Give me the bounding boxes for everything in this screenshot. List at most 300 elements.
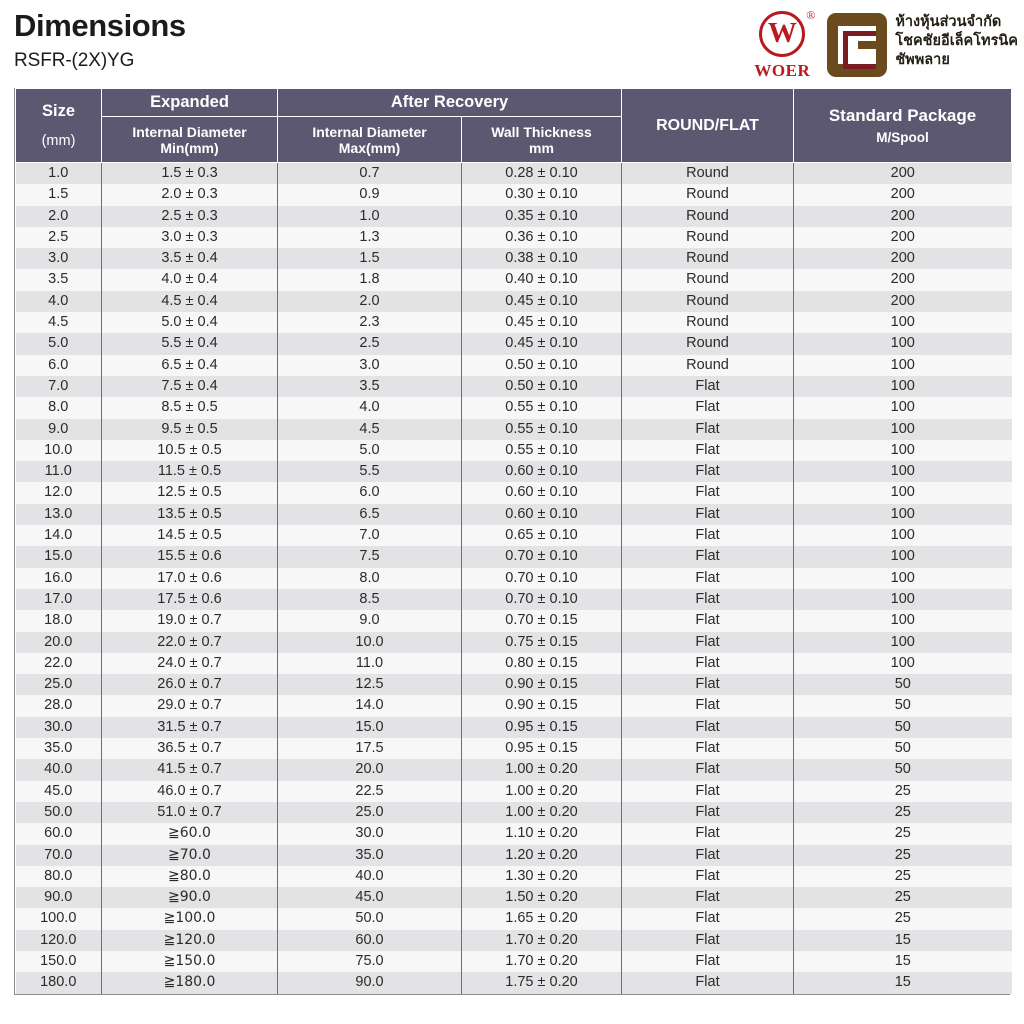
table-cell: Flat: [622, 866, 794, 887]
col-group-header-after-recovery: After Recovery: [278, 89, 622, 117]
table-cell: Flat: [622, 781, 794, 802]
table-cell: Round: [622, 269, 794, 290]
page-title: Dimensions: [14, 8, 186, 43]
dimensions-table-wrapper: [14, 88, 1010, 995]
table-cell: 22.5: [278, 781, 462, 802]
table-cell: 50: [794, 717, 1012, 738]
table-cell: 0.90 ± 0.15: [462, 674, 622, 695]
table-cell: 25: [794, 887, 1012, 908]
table-row: [16, 546, 1012, 567]
table-row: [16, 163, 1012, 185]
table-cell: 60.0: [278, 930, 462, 951]
table-row: [16, 972, 1012, 993]
table-cell: 1.5: [16, 184, 102, 205]
table-cell: 0.9: [278, 184, 462, 205]
table-cell: 100: [794, 312, 1012, 333]
table-cell: 30.0: [16, 717, 102, 738]
table-cell: 0.40 ± 0.10: [462, 269, 622, 290]
table-cell: 25: [794, 781, 1012, 802]
table-cell: 200: [794, 269, 1012, 290]
table-cell: 100: [794, 419, 1012, 440]
table-cell: 2.0: [278, 291, 462, 312]
table-cell: 0.55 ± 0.10: [462, 397, 622, 418]
table-cell: 4.0 ± 0.4: [102, 269, 278, 290]
table-cell: Flat: [622, 738, 794, 759]
table-cell: 6.5: [278, 504, 462, 525]
table-cell: 1.5 ± 0.3: [102, 163, 278, 185]
table-cell: 2.5: [16, 227, 102, 248]
table-cell: 20.0: [278, 759, 462, 780]
table-cell: 7.5: [278, 546, 462, 567]
table-cell: 2.3: [278, 312, 462, 333]
table-cell: 3.0 ± 0.3: [102, 227, 278, 248]
table-cell: Flat: [622, 930, 794, 951]
table-cell: 90.0: [16, 887, 102, 908]
registered-trademark-icon: ®: [806, 7, 816, 22]
table-cell: Flat: [622, 440, 794, 461]
table-cell: 50: [794, 738, 1012, 759]
table-cell: ≧180.0: [102, 972, 278, 993]
table-row: [16, 291, 1012, 312]
table-cell: 12.5: [278, 674, 462, 695]
table-cell: 0.36 ± 0.10: [462, 227, 622, 248]
table-row: [16, 482, 1012, 503]
table-cell: 0.65 ± 0.10: [462, 525, 622, 546]
table-cell: 200: [794, 248, 1012, 269]
table-cell: Flat: [622, 653, 794, 674]
table-row: [16, 759, 1012, 780]
table-cell: 35.0: [278, 845, 462, 866]
table-cell: 35.0: [16, 738, 102, 759]
table-cell: Flat: [622, 632, 794, 653]
table-cell: 200: [794, 184, 1012, 205]
table-cell: 17.5 ± 0.6: [102, 589, 278, 610]
table-cell: Flat: [622, 546, 794, 567]
table-cell: 14.0: [16, 525, 102, 546]
table-cell: 1.00 ± 0.20: [462, 781, 622, 802]
table-cell: 0.35 ± 0.10: [462, 206, 622, 227]
table-cell: 36.5 ± 0.7: [102, 738, 278, 759]
col-header-standard-package: Standard Package M/Spool: [794, 89, 1012, 163]
table-cell: 100: [794, 504, 1012, 525]
table-row: [16, 525, 1012, 546]
table-cell: 25: [794, 845, 1012, 866]
table-cell: 0.55 ± 0.10: [462, 419, 622, 440]
table-cell: 1.00 ± 0.20: [462, 802, 622, 823]
table-cell: Flat: [622, 461, 794, 482]
table-cell: 7.0: [278, 525, 462, 546]
company-name-thai-line1: ห้างหุ้นส่วนจำกัด: [895, 14, 1002, 30]
table-cell: Flat: [622, 972, 794, 993]
product-code: RSFR-(2X)YG: [14, 50, 135, 71]
table-row: [16, 738, 1012, 759]
table-cell: 9.0: [16, 419, 102, 440]
table-cell: 100: [794, 376, 1012, 397]
table-cell: 3.5: [16, 269, 102, 290]
table-row: [16, 845, 1012, 866]
table-cell: 100: [794, 355, 1012, 376]
table-cell: Flat: [622, 568, 794, 589]
table-row: [16, 355, 1012, 376]
table-cell: 100: [794, 461, 1012, 482]
table-cell: 0.30 ± 0.10: [462, 184, 622, 205]
col-header-size: Size (mm): [16, 89, 102, 163]
company-name-thai: [895, 13, 1018, 70]
table-cell: 5.0: [278, 440, 462, 461]
chokchai-c-logo-icon: [827, 13, 887, 77]
table-row: [16, 227, 1012, 248]
table-cell: 17.0 ± 0.6: [102, 568, 278, 589]
table-cell: 1.0: [278, 206, 462, 227]
table-cell: 0.95 ± 0.15: [462, 717, 622, 738]
table-cell: 2.0: [16, 206, 102, 227]
table-cell: 1.70 ± 0.20: [462, 930, 622, 951]
table-cell: 0.38 ± 0.10: [462, 248, 622, 269]
table-row: [16, 610, 1012, 631]
table-cell: 100: [794, 568, 1012, 589]
table-cell: Flat: [622, 759, 794, 780]
table-cell: 80.0: [16, 866, 102, 887]
table-cell: 200: [794, 291, 1012, 312]
table-cell: 6.0: [16, 355, 102, 376]
table-row: [16, 269, 1012, 290]
table-body: [16, 163, 1012, 994]
table-cell: 31.5 ± 0.7: [102, 717, 278, 738]
table-cell: 100: [794, 397, 1012, 418]
table-cell: 10.0: [16, 440, 102, 461]
table-cell: 13.0: [16, 504, 102, 525]
table-cell: Round: [622, 206, 794, 227]
table-cell: ≧60.0: [102, 823, 278, 844]
table-cell: 0.70 ± 0.15: [462, 610, 622, 631]
table-cell: Round: [622, 248, 794, 269]
table-cell: Flat: [622, 674, 794, 695]
table-cell: Round: [622, 312, 794, 333]
table-cell: 100: [794, 525, 1012, 546]
table-cell: ≧120.0: [102, 930, 278, 951]
woer-circle-mark: [754, 7, 816, 58]
table-cell: 10.5 ± 0.5: [102, 440, 278, 461]
table-cell: 1.5: [278, 248, 462, 269]
table-row: [16, 568, 1012, 589]
table-row: [16, 717, 1012, 738]
table-cell: 100: [794, 632, 1012, 653]
table-cell: 200: [794, 163, 1012, 185]
table-cell: Round: [622, 163, 794, 185]
table-cell: 3.0: [278, 355, 462, 376]
c-logo-inner-shape: [838, 26, 876, 64]
table-cell: Round: [622, 291, 794, 312]
table-cell: 13.5 ± 0.5: [102, 504, 278, 525]
table-cell: 14.5 ± 0.5: [102, 525, 278, 546]
table-cell: Flat: [622, 525, 794, 546]
table-cell: Flat: [622, 695, 794, 716]
table-cell: Flat: [622, 482, 794, 503]
table-cell: Flat: [622, 397, 794, 418]
woer-brand-name: WOER: [754, 60, 811, 80]
table-row: [16, 504, 1012, 525]
table-cell: 10.0: [278, 632, 462, 653]
table-cell: 20.0: [16, 632, 102, 653]
table-cell: 100: [794, 589, 1012, 610]
table-cell: 8.5: [278, 589, 462, 610]
col-group-header-expanded: Expanded: [102, 89, 278, 117]
table-cell: Flat: [622, 802, 794, 823]
table-cell: 25: [794, 823, 1012, 844]
table-cell: 15.0: [278, 717, 462, 738]
table-cell: 5.5 ± 0.4: [102, 333, 278, 354]
table-cell: Flat: [622, 610, 794, 631]
table-cell: Flat: [622, 589, 794, 610]
table-cell: 50: [794, 695, 1012, 716]
table-cell: 8.5 ± 0.5: [102, 397, 278, 418]
table-cell: 0.28 ± 0.10: [462, 163, 622, 185]
table-cell: ≧70.0: [102, 845, 278, 866]
table-cell: 200: [794, 227, 1012, 248]
table-cell: 1.20 ± 0.20: [462, 845, 622, 866]
table-cell: 22.0 ± 0.7: [102, 632, 278, 653]
table-cell: ≧150.0: [102, 951, 278, 972]
table-cell: 25: [794, 866, 1012, 887]
table-cell: 0.75 ± 0.15: [462, 632, 622, 653]
table-cell: 1.75 ± 0.20: [462, 972, 622, 993]
dimensions-table: [15, 88, 1012, 994]
table-cell: 40.0: [278, 866, 462, 887]
table-cell: 26.0 ± 0.7: [102, 674, 278, 695]
table-cell: 4.5: [278, 419, 462, 440]
table-cell: 15: [794, 951, 1012, 972]
table-cell: 11.0: [278, 653, 462, 674]
table-cell: 50.0: [278, 908, 462, 929]
table-cell: 7.0: [16, 376, 102, 397]
table-cell: 100.0: [16, 908, 102, 929]
table-cell: 5.0: [16, 333, 102, 354]
table-cell: 46.0 ± 0.7: [102, 781, 278, 802]
table-cell: 1.70 ± 0.20: [462, 951, 622, 972]
company-name-thai-line3: ชัพพลาย: [895, 52, 950, 68]
table-cell: 51.0 ± 0.7: [102, 802, 278, 823]
table-cell: 4.0: [278, 397, 462, 418]
table-row: [16, 461, 1012, 482]
table-cell: 18.0: [16, 610, 102, 631]
table-cell: 0.7: [278, 163, 462, 185]
table-row: [16, 376, 1012, 397]
table-cell: 50.0: [16, 802, 102, 823]
table-cell: 100: [794, 653, 1012, 674]
table-cell: 24.0 ± 0.7: [102, 653, 278, 674]
table-cell: Round: [622, 355, 794, 376]
table-cell: 0.70 ± 0.10: [462, 546, 622, 567]
table-row: [16, 695, 1012, 716]
table-cell: 29.0 ± 0.7: [102, 695, 278, 716]
table-cell: 11.5 ± 0.5: [102, 461, 278, 482]
table-row: [16, 781, 1012, 802]
table-cell: 70.0: [16, 845, 102, 866]
table-row: [16, 908, 1012, 929]
table-cell: 1.0: [16, 163, 102, 185]
table-row: [16, 866, 1012, 887]
table-cell: Flat: [622, 951, 794, 972]
table-cell: 100: [794, 546, 1012, 567]
table-cell: 150.0: [16, 951, 102, 972]
woer-logo: [739, 6, 825, 84]
table-row: [16, 802, 1012, 823]
table-cell: 1.65 ± 0.20: [462, 908, 622, 929]
table-cell: Flat: [622, 419, 794, 440]
table-cell: 11.0: [16, 461, 102, 482]
table-row: [16, 653, 1012, 674]
table-cell: 100: [794, 610, 1012, 631]
col-header-recovery-id-max: Internal Diameter Max(mm): [278, 117, 462, 163]
woer-circle-icon: [759, 11, 805, 57]
table-cell: 30.0: [278, 823, 462, 844]
table-cell: 7.5 ± 0.4: [102, 376, 278, 397]
table-cell: 9.0: [278, 610, 462, 631]
table-cell: 0.55 ± 0.10: [462, 440, 622, 461]
table-row: [16, 951, 1012, 972]
table-cell: 9.5 ± 0.5: [102, 419, 278, 440]
table-cell: 17.0: [16, 589, 102, 610]
col-header-wall-thickness: Wall Thickness mm: [462, 117, 622, 163]
table-cell: 1.30 ± 0.20: [462, 866, 622, 887]
table-cell: 180.0: [16, 972, 102, 993]
table-cell: 3.5: [278, 376, 462, 397]
table-cell: Round: [622, 333, 794, 354]
table-cell: 25: [794, 802, 1012, 823]
table-cell: 15: [794, 972, 1012, 993]
table-cell: 4.5 ± 0.4: [102, 291, 278, 312]
table-cell: 0.70 ± 0.10: [462, 589, 622, 610]
table-cell: 5.0 ± 0.4: [102, 312, 278, 333]
table-cell: 200: [794, 206, 1012, 227]
company-logo-block: [739, 6, 1018, 88]
table-cell: Flat: [622, 908, 794, 929]
company-name-thai-line2: โชคชัยอีเล็คโทรนิค: [895, 33, 1018, 49]
table-cell: 8.0: [278, 568, 462, 589]
table-cell: Flat: [622, 376, 794, 397]
table-row: [16, 312, 1012, 333]
table-header-row-top: [16, 89, 1012, 117]
col-header-round-flat: ROUND/FLAT: [622, 89, 794, 163]
table-cell: 0.45 ± 0.10: [462, 312, 622, 333]
table-cell: 0.80 ± 0.15: [462, 653, 622, 674]
table-cell: 0.50 ± 0.10: [462, 355, 622, 376]
table-cell: 15.0: [16, 546, 102, 567]
table-cell: 60.0: [16, 823, 102, 844]
table-cell: 0.45 ± 0.10: [462, 291, 622, 312]
table-cell: ≧90.0: [102, 887, 278, 908]
table-cell: 100: [794, 482, 1012, 503]
table-cell: 2.0 ± 0.3: [102, 184, 278, 205]
table-cell: 12.0: [16, 482, 102, 503]
table-cell: 0.70 ± 0.10: [462, 568, 622, 589]
table-cell: 28.0: [16, 695, 102, 716]
table-row: [16, 397, 1012, 418]
table-cell: Round: [622, 227, 794, 248]
table-cell: 0.60 ± 0.10: [462, 461, 622, 482]
page-header: [0, 0, 1024, 88]
table-cell: 100: [794, 440, 1012, 461]
table-cell: 3.0: [16, 248, 102, 269]
table-cell: 100: [794, 333, 1012, 354]
table-row: [16, 184, 1012, 205]
table-cell: 45.0: [16, 781, 102, 802]
table-cell: 1.10 ± 0.20: [462, 823, 622, 844]
table-cell: Round: [622, 184, 794, 205]
table-head: [16, 89, 1012, 163]
table-cell: 40.0: [16, 759, 102, 780]
table-row: [16, 248, 1012, 269]
table-cell: 25.0: [16, 674, 102, 695]
table-cell: 6.5 ± 0.4: [102, 355, 278, 376]
table-row: [16, 823, 1012, 844]
table-cell: ≧80.0: [102, 866, 278, 887]
table-cell: 2.5: [278, 333, 462, 354]
table-cell: 1.3: [278, 227, 462, 248]
woer-w-letter: W: [767, 16, 797, 49]
table-row: [16, 632, 1012, 653]
table-cell: 45.0: [278, 887, 462, 908]
table-cell: 4.0: [16, 291, 102, 312]
table-cell: 14.0: [278, 695, 462, 716]
table-row: [16, 333, 1012, 354]
table-row: [16, 589, 1012, 610]
table-cell: 50: [794, 759, 1012, 780]
table-cell: 0.95 ± 0.15: [462, 738, 622, 759]
table-cell: 1.50 ± 0.20: [462, 887, 622, 908]
table-row: [16, 419, 1012, 440]
table-cell: 15.5 ± 0.6: [102, 546, 278, 567]
table-cell: 19.0 ± 0.7: [102, 610, 278, 631]
table-cell: Flat: [622, 823, 794, 844]
table-cell: 4.5: [16, 312, 102, 333]
table-cell: 0.45 ± 0.10: [462, 333, 622, 354]
table-cell: 5.5: [278, 461, 462, 482]
table-cell: 2.5 ± 0.3: [102, 206, 278, 227]
table-cell: 25.0: [278, 802, 462, 823]
table-cell: 0.90 ± 0.15: [462, 695, 622, 716]
col-header-expanded-id-min: Internal Diameter Min(mm): [102, 117, 278, 163]
table-cell: Flat: [622, 717, 794, 738]
table-cell: 41.5 ± 0.7: [102, 759, 278, 780]
table-cell: 17.5: [278, 738, 462, 759]
table-cell: 0.50 ± 0.10: [462, 376, 622, 397]
table-cell: 22.0: [16, 653, 102, 674]
table-cell: Flat: [622, 845, 794, 866]
table-cell: 8.0: [16, 397, 102, 418]
table-cell: ≧100.0: [102, 908, 278, 929]
table-row: [16, 440, 1012, 461]
table-cell: Flat: [622, 887, 794, 908]
table-cell: 120.0: [16, 930, 102, 951]
table-cell: 0.60 ± 0.10: [462, 482, 622, 503]
table-cell: 6.0: [278, 482, 462, 503]
table-cell: 75.0: [278, 951, 462, 972]
table-cell: 25: [794, 908, 1012, 929]
table-cell: 3.5 ± 0.4: [102, 248, 278, 269]
table-cell: 0.60 ± 0.10: [462, 504, 622, 525]
table-cell: 90.0: [278, 972, 462, 993]
table-cell: 50: [794, 674, 1012, 695]
table-cell: 16.0: [16, 568, 102, 589]
table-cell: 15: [794, 930, 1012, 951]
table-cell: 12.5 ± 0.5: [102, 482, 278, 503]
table-row: [16, 674, 1012, 695]
table-cell: 1.8: [278, 269, 462, 290]
table-cell: 1.00 ± 0.20: [462, 759, 622, 780]
table-cell: Flat: [622, 504, 794, 525]
table-row: [16, 887, 1012, 908]
